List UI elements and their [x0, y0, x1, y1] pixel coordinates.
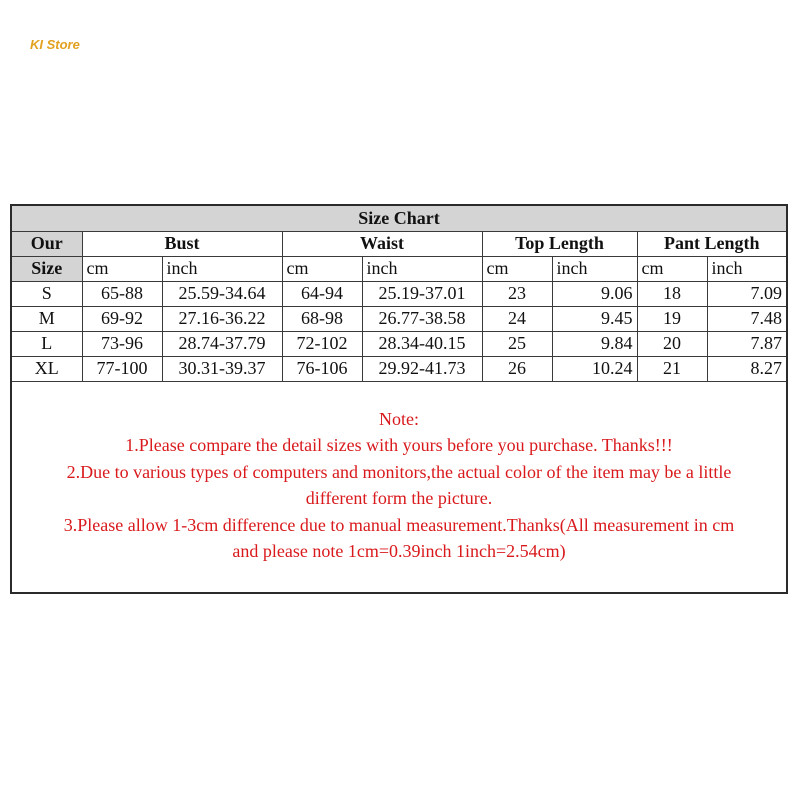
- chart-title: Size Chart: [12, 206, 786, 231]
- pant-cm-cell: 18: [637, 281, 707, 306]
- notes-section: [12, 382, 786, 565]
- unit-cell: inch: [552, 256, 637, 281]
- table-row: [12, 281, 786, 306]
- header-waist: Waist: [282, 231, 482, 256]
- header-top-length: Top Length: [482, 231, 637, 256]
- pant-cm-cell: 19: [637, 306, 707, 331]
- unit-cell: inch: [162, 256, 282, 281]
- title-row: [12, 206, 786, 231]
- waist-cm-cell: 72-102: [282, 331, 362, 356]
- note-line: different form the picture.: [305, 488, 493, 508]
- unit-cell: cm: [482, 256, 552, 281]
- group-header-row: [12, 231, 786, 256]
- size-cell: S: [12, 281, 82, 306]
- note-line: and please note 1cm=0.39inch 1inch=2.54cm): [232, 541, 566, 561]
- unit-cell: cm: [282, 256, 362, 281]
- waist-cm-cell: 64-94: [282, 281, 362, 306]
- unit-cell: inch: [362, 256, 482, 281]
- bust-cm-cell: 73-96: [82, 331, 162, 356]
- top-inch-cell: 10.24: [552, 356, 637, 381]
- unit-header-row: [12, 256, 786, 281]
- pant-inch-cell: 8.27: [707, 356, 786, 381]
- top-cm-cell: 26: [482, 356, 552, 381]
- bust-cm-cell: 77-100: [82, 356, 162, 381]
- pant-cm-cell: 21: [637, 356, 707, 381]
- top-inch-cell: 9.84: [552, 331, 637, 356]
- top-inch-cell: 9.45: [552, 306, 637, 331]
- note-line: 2.Due to various types of computers and monitors,the actual color of the item may be a little: [66, 461, 732, 482]
- waist-inch-cell: 26.77-38.58: [362, 306, 482, 331]
- header-pant-length: Pant Length: [637, 231, 786, 256]
- bust-cm-cell: 65-88: [82, 281, 162, 306]
- note-line: 3.Please allow 1-3cm difference due to manual measurement.Thanks(All measurement in cm: [63, 514, 735, 535]
- waist-inch-cell: 25.19-37.01: [362, 281, 482, 306]
- bust-cm-cell: 69-92: [82, 306, 162, 331]
- size-table: [12, 206, 786, 382]
- note-line: 1.Please compare the detail sizes with yours before you purchase. Thanks!!!: [125, 435, 673, 455]
- unit-cell: cm: [82, 256, 162, 281]
- size-cell: M: [12, 306, 82, 331]
- unit-cell: inch: [707, 256, 786, 281]
- waist-cm-cell: 68-98: [282, 306, 362, 331]
- bust-inch-cell: 25.59-34.64: [162, 281, 282, 306]
- top-cm-cell: 23: [482, 281, 552, 306]
- pant-inch-cell: 7.48: [707, 306, 786, 331]
- pant-inch-cell: 7.09: [707, 281, 786, 306]
- pant-inch-cell: 7.87: [707, 331, 786, 356]
- store-watermark: KI Store: [30, 37, 80, 52]
- table-row: [12, 331, 786, 356]
- size-chart: [10, 204, 788, 594]
- notes-heading: Note:: [379, 408, 419, 429]
- table-row: [12, 306, 786, 331]
- size-header-top: Our: [12, 231, 82, 256]
- waist-inch-cell: 29.92-41.73: [362, 356, 482, 381]
- unit-cell: cm: [637, 256, 707, 281]
- top-inch-cell: 9.06: [552, 281, 637, 306]
- bust-inch-cell: 30.31-39.37: [162, 356, 282, 381]
- table-row: [12, 356, 786, 381]
- bust-inch-cell: 28.74-37.79: [162, 331, 282, 356]
- size-cell: L: [12, 331, 82, 356]
- bust-inch-cell: 27.16-36.22: [162, 306, 282, 331]
- size-cell: XL: [12, 356, 82, 381]
- pant-cm-cell: 20: [637, 331, 707, 356]
- waist-cm-cell: 76-106: [282, 356, 362, 381]
- top-cm-cell: 24: [482, 306, 552, 331]
- header-bust: Bust: [82, 231, 282, 256]
- top-cm-cell: 25: [482, 331, 552, 356]
- waist-inch-cell: 28.34-40.15: [362, 331, 482, 356]
- size-header-bottom: Size: [12, 256, 82, 281]
